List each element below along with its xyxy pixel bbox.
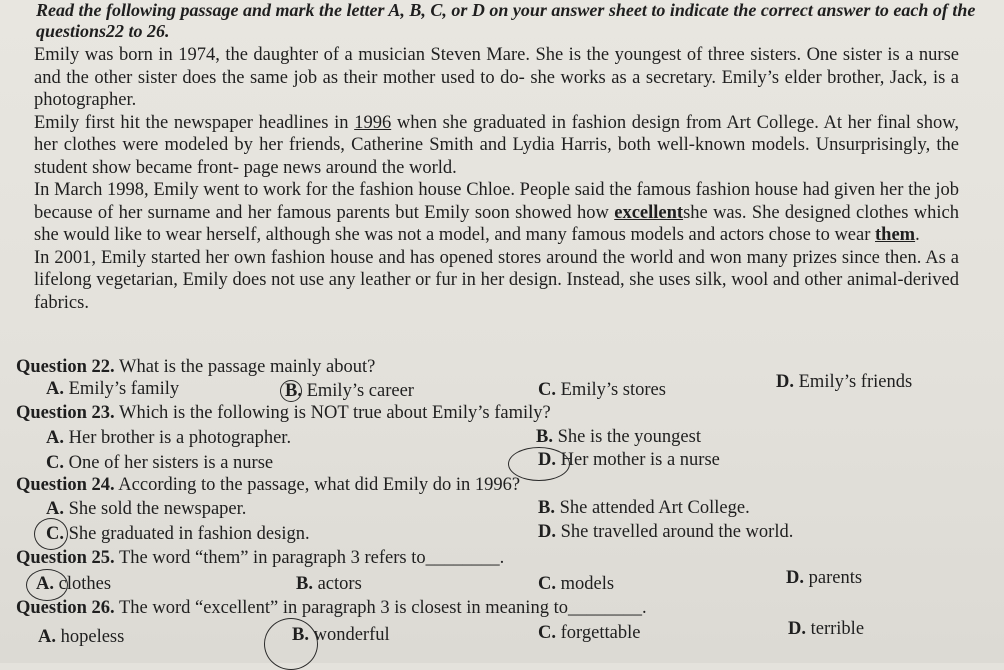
paragraph-4: In 2001, Emily started her own fashion house and has opened stores around the world and won many prizes since then. As a lifelong vegetarian, Emily does not use any leather or fur in her design. Instead, she uses silk, wool and other animal-derived fabrics. xyxy=(34,247,959,313)
paragraph-3-text-b: she was. She designed clothes which she would like to wear herself, although she was not a model, and many famous models and actors chose to wear xyxy=(34,202,960,245)
question-text: The word “excellent” in paragraph 3 is closest in meaning to________. xyxy=(114,598,647,618)
option-text: She is the youngest xyxy=(552,427,701,447)
option-text: Emily’s family xyxy=(64,379,180,399)
option-letter: C. xyxy=(46,453,64,473)
option-text: forgettable xyxy=(556,623,641,643)
option-text: Her brother is a photographer. xyxy=(64,428,292,448)
option-text: One of her sisters is a nurse xyxy=(64,453,274,473)
option-22-b[interactable] xyxy=(285,380,414,402)
option-letter: B. xyxy=(538,498,555,518)
option-23-c[interactable] xyxy=(46,452,273,474)
question-23 xyxy=(16,402,551,424)
question-label: Question 22. xyxy=(16,357,115,377)
underlined-word-excellent: excellent xyxy=(614,202,684,223)
option-letter: B. xyxy=(292,625,309,645)
option-letter: C. xyxy=(538,574,556,594)
option-26-a[interactable] xyxy=(38,626,124,648)
option-23-b[interactable] xyxy=(536,426,701,448)
option-26-c[interactable] xyxy=(538,622,640,644)
underlined-year: 1996 xyxy=(354,112,392,133)
question-26 xyxy=(16,597,647,619)
question-label: Question 26. xyxy=(16,598,115,618)
option-24-d[interactable] xyxy=(538,521,793,543)
question-text: Which is the following is NOT true about Emily’s family? xyxy=(114,403,551,423)
option-letter: A. xyxy=(46,379,64,399)
option-letter: D. xyxy=(786,568,804,588)
paragraph-3-text-c: . xyxy=(915,225,920,245)
option-text: Emily’s career xyxy=(301,381,414,401)
option-text: models xyxy=(556,574,615,594)
option-text: Emily’s stores xyxy=(556,380,666,400)
option-letter: D. xyxy=(538,522,556,542)
option-text: terrible xyxy=(806,619,865,639)
reading-passage xyxy=(34,44,959,314)
option-letter: C. xyxy=(538,380,556,400)
paragraph-3-text-a: In March 1998, Emily went to work for the fashion house Chloe. People said the famous fashion house had given her the job because of her surname and her famous parents but Emily soon showed how xyxy=(34,180,959,223)
option-text: actors xyxy=(312,574,362,594)
paragraph-1: Emily was born in 1974, the daughter of a musician Steven Mare. She is the youngest of three sisters. One sister is a nurse and the other sister does the same job as their mother used to do- she works as a secretary. Emily’s elder brother, Jack, is a photographer. xyxy=(34,45,959,110)
option-text: She sold the newspaper. xyxy=(64,499,247,519)
question-label: Question 25. xyxy=(16,548,115,568)
option-text: She attended Art College. xyxy=(554,498,750,518)
option-26-b[interactable] xyxy=(292,624,390,646)
question-25 xyxy=(16,547,504,569)
option-22-d[interactable] xyxy=(776,371,912,393)
option-letter: D. xyxy=(776,372,794,392)
option-letter: D. xyxy=(788,619,806,639)
option-text: clothes xyxy=(54,574,112,594)
option-letter: D. xyxy=(538,450,556,470)
question-text: The word “them” in paragraph 3 refers to________. xyxy=(114,548,505,568)
question-text: According to the passage, what did Emily do in 1996? xyxy=(114,475,521,495)
option-text: wonderful xyxy=(308,625,390,645)
option-text: She travelled around the world. xyxy=(556,522,794,542)
question-24 xyxy=(16,474,520,496)
option-letter: C. xyxy=(46,524,64,544)
option-text: She graduated in fashion design. xyxy=(64,524,310,544)
question-22 xyxy=(16,356,375,378)
option-25-a[interactable] xyxy=(36,573,111,595)
paragraph-3 xyxy=(34,179,959,247)
question-label: Question 24. xyxy=(16,475,115,495)
paragraph-2-text-a: Emily first hit the newspaper headlines in xyxy=(34,112,355,133)
option-letter: A. xyxy=(46,428,64,448)
option-25-b[interactable] xyxy=(296,573,362,595)
option-25-d[interactable] xyxy=(786,567,862,589)
option-letter: A. xyxy=(36,574,54,594)
question-text: What is the passage mainly about? xyxy=(114,357,376,377)
option-text: Her mother is a nurse xyxy=(556,450,720,470)
option-22-a[interactable] xyxy=(46,378,179,400)
option-24-a[interactable] xyxy=(46,498,246,520)
option-23-a[interactable] xyxy=(46,427,291,449)
option-23-d[interactable] xyxy=(538,449,720,471)
question-label: Question 23. xyxy=(16,403,115,423)
option-letter: B. xyxy=(536,427,553,447)
option-22-c[interactable] xyxy=(538,379,666,401)
option-text: hopeless xyxy=(56,627,125,647)
option-letter: A. xyxy=(38,627,56,647)
option-text: Emily’s friends xyxy=(794,372,913,392)
option-25-c[interactable] xyxy=(538,573,614,595)
option-26-d[interactable] xyxy=(788,618,864,640)
option-letter: A. xyxy=(46,499,64,519)
paragraph-2-text-b: when she graduated in fashion design from Art College. At her final show, her clothes were modeled by her friends, Catherine Smith and Lydia Harris, both well-known models. Unsurprisingly, the student show became front- page news around the world. xyxy=(34,112,959,178)
instructions: Read the following passage and mark the letter A, B, C, or D on your answer sheet to indicate the correct answer to each of the questions22 to 26. xyxy=(36,0,976,41)
option-24-b[interactable] xyxy=(538,497,750,519)
option-letter: B. xyxy=(296,574,313,594)
option-text: parents xyxy=(804,568,863,588)
option-letter: C. xyxy=(538,623,556,643)
option-letter: B. xyxy=(285,381,302,401)
option-24-c[interactable] xyxy=(46,523,310,545)
paragraph-2 xyxy=(34,112,959,180)
underlined-word-them: them xyxy=(875,225,916,245)
